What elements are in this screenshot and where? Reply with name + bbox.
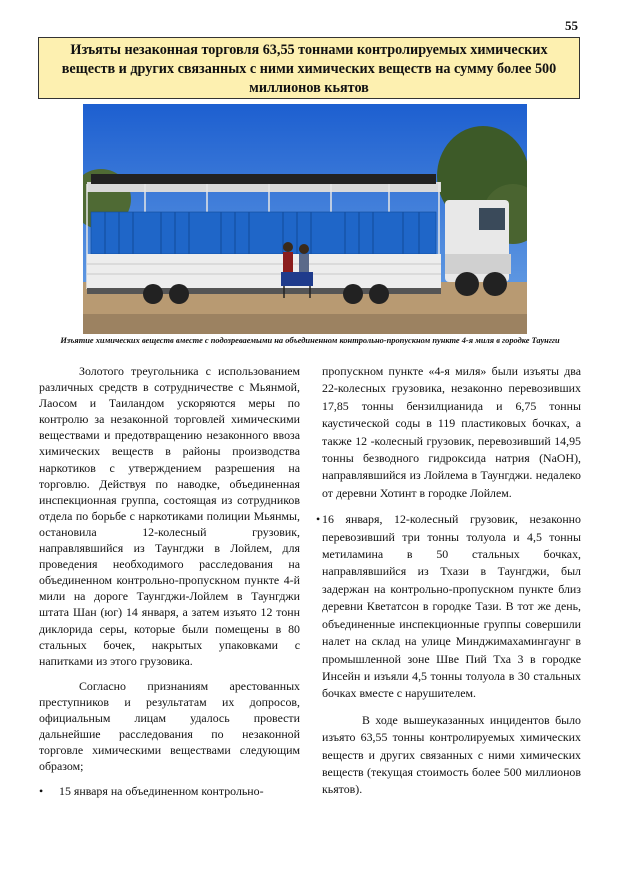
- list-item: [316, 511, 581, 702]
- photo-caption: Изъятие химических веществ вместе с подозреваемыми на объединенном контрольно-пропускном пункте 4-я миля в городке Таунгги: [60, 336, 560, 345]
- list-item-text: 16 января, 12-колесный грузовик, незаконно перевозивший три тонны толуола и 4,5 тонны метиламина в 50 стальных бочках, направлявшийся из Тхази в Таунгджи, был задержан на контрольно-пропускном пункте близ деревни Кветатсон в городке Тази. В тот же день, объединенные инспекционные группы совершили налет на склад на улице Минджимахамингаунг в промышленной зоне Шве Пий Тха 3 в городке Инсейн и изъяли 4,5 тонны толуола в 30 стальных бочках вместе с нарушителем.: [322, 512, 581, 701]
- left-column: [39, 363, 300, 799]
- paragraph: Золотого треугольника с использованием различных средств в сотрудничестве с Мьянмой, Лаосом и Таиландом ускоряются меры по контролю за незаконной торговлей химическими веществами и предотвращению незаконного ввоза химических веществ в районы производства наркотиков с утверждением разрешения на торговлю. Действуя по наводке, объединенная инспекционная группа, состоящая из сотрудников отдела по борьбе с наркотиками полиции Мьянмы, остановила 12-колесный грузовик, направлявшийся из Таунгджи в Лойлем, для проведения необходимого расследования на объединенном контрольно-пропускном пункте 4-й мили на дороге Таунгджи-Лойлем в Таунгджи штата Шан (юг) 14 января, а затем изъято 12 тонн диклорида серы, которые были помещены в 80 стальных бочек, накрытых упаковками с напитками из этого грузовика.: [39, 364, 300, 668]
- blue-barrels: [91, 212, 436, 254]
- article-title: Изъяты незаконная торговля 63,55 тоннами контролируемых химических веществ и других связанных с ними химических веществ на сумму более 500 миллионов кьятов: [38, 37, 580, 99]
- paragraph: пропускном пункте «4-я миля» были изъяты два 22-колесных грузовика, незаконно перевозивших 17,85 тонны бензилцианида и 6,75 тонны каустической соды в 119 пластиковых бочках, а также 12 -колесный грузовик, перевозивший 14,95 тонны безводного гидроксида натрия (NaOH), направлявшийся из Лойлема в Таунгджи. недалеко от деревни Хотинт в городке Лойлем.: [322, 364, 581, 500]
- truck-with-barrels-photo: [83, 104, 527, 334]
- right-column: [316, 363, 581, 799]
- page-number: 55: [565, 18, 578, 33]
- paragraph: Согласно признаниям арестованных преступников и результатам их допросов, официальным лицам удалось провести дальнейшие расследования по незаконной торговле химическими веществами следующим образом;: [39, 678, 300, 774]
- paragraph: В ходе вышеуказанных инцидентов было изъято 63,55 тонны контролируемых химических веществ и других связанных с ними химических веществ (текущая стоимость более 500 миллионов кьятов).: [322, 712, 581, 797]
- bullet-icon: •: [316, 512, 321, 527]
- trailer-panel: [87, 254, 441, 288]
- list-item: • 15 января на объединенном контрольно-: [39, 783, 300, 799]
